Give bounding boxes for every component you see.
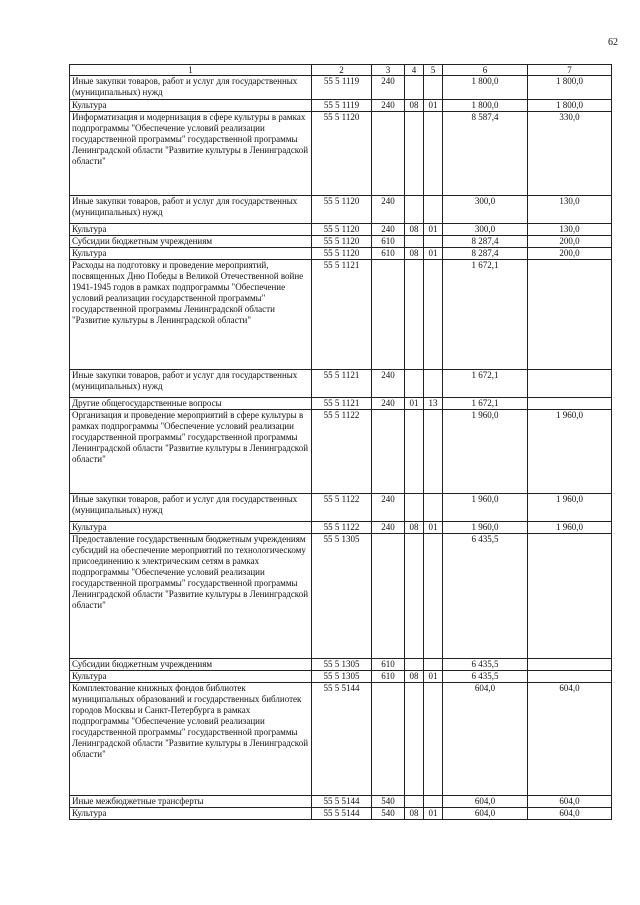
cell-pr: 13 [424,398,443,410]
cell-pr [424,370,443,398]
table-row [70,534,612,659]
cell-rz [405,796,424,808]
cell-pr: 01 [424,671,443,683]
cell-vr: 240 [372,370,405,398]
cell-sum1: 1 960,0 [443,494,528,522]
cell-rz [405,410,424,494]
table-row [70,683,612,796]
cell-name: Иные закупки товаров, работ и услуг для государственных (муниципальных) нужд [70,76,312,100]
cell-name: Иные закупки товаров, работ и услуг для государственных (муниципальных) нужд [70,494,312,522]
cell-sum2: 200,0 [528,236,612,248]
table-row [70,196,612,224]
cell-code: 55 5 1305 [312,659,372,671]
table-row [70,260,612,370]
cell-rz: 08 [405,808,424,820]
cell-pr: 01 [424,522,443,534]
cell-pr: 01 [424,248,443,260]
cell-code: 55 5 1305 [312,534,372,659]
cell-rz: 01 [405,398,424,410]
cell-pr [424,260,443,370]
cell-vr: 610 [372,671,405,683]
cell-code: 55 5 1305 [312,671,372,683]
cell-code: 55 5 1120 [312,196,372,224]
cell-sum2: 1 800,0 [528,76,612,100]
cell-name: Информатизация и модернизация в сфере культуры в рамках подпрограммы "Обеспечение условий реализации государственной программы" государственной программы Ленинградской области "Развитие культуры в Ленинградской области" [70,112,312,196]
cell-sum2 [528,659,612,671]
cell-vr: 240 [372,494,405,522]
cell-rz [405,236,424,248]
cell-vr [372,410,405,494]
cell-name: Организация и проведение мероприятий в сфере культуры в рамках подпрограммы "Обеспечение условий реализации государственной программы" государственной программы Ленинградской области "Развитие культуры в Ленинградской области" [70,410,312,494]
cell-code: 55 5 1120 [312,112,372,196]
cell-sum1: 1 960,0 [443,410,528,494]
cell-pr [424,236,443,248]
table-row [70,370,612,398]
cell-vr: 240 [372,398,405,410]
cell-pr [424,494,443,522]
table-row [70,76,612,100]
cell-code: 55 5 1120 [312,248,372,260]
cell-pr: 01 [424,100,443,112]
cell-rz: 08 [405,224,424,236]
table-row [70,808,612,820]
cell-sum1: 604,0 [443,796,528,808]
cell-vr: 240 [372,196,405,224]
cell-sum1: 300,0 [443,224,528,236]
cell-sum2: 604,0 [528,808,612,820]
cell-vr: 610 [372,236,405,248]
cell-sum1: 1 672,1 [443,370,528,398]
cell-name: Культура [70,224,312,236]
cell-sum2: 1 960,0 [528,410,612,494]
cell-name: Культура [70,248,312,260]
cell-vr: 610 [372,659,405,671]
table-row [70,671,612,683]
cell-rz [405,76,424,100]
cell-name: Иные межбюджетные трансферты [70,796,312,808]
cell-pr [424,683,443,796]
cell-pr [424,196,443,224]
cell-sum1: 1 672,1 [443,260,528,370]
header-cell: 6 [443,65,528,76]
cell-code: 55 5 1120 [312,224,372,236]
cell-code: 55 5 1121 [312,398,372,410]
cell-rz [405,112,424,196]
cell-sum1: 1 800,0 [443,76,528,100]
table-row [70,410,612,494]
header-cell: 5 [424,65,443,76]
cell-code: 55 5 1119 [312,76,372,100]
cell-vr: 240 [372,100,405,112]
cell-sum2: 1 800,0 [528,100,612,112]
cell-pr [424,410,443,494]
cell-sum2: 604,0 [528,796,612,808]
cell-sum1: 1 800,0 [443,100,528,112]
cell-sum2: 1 960,0 [528,494,612,522]
cell-name: Иные закупки товаров, работ и услуг для государственных (муниципальных) нужд [70,196,312,224]
cell-code: 55 5 5144 [312,683,372,796]
cell-vr [372,683,405,796]
cell-rz [405,683,424,796]
cell-sum2 [528,370,612,398]
cell-sum2 [528,671,612,683]
cell-rz [405,370,424,398]
cell-pr [424,112,443,196]
cell-vr: 240 [372,522,405,534]
cell-sum1: 604,0 [443,683,528,796]
cell-rz: 08 [405,100,424,112]
cell-rz: 08 [405,671,424,683]
cell-pr [424,796,443,808]
cell-sum2: 130,0 [528,224,612,236]
cell-sum1: 8 587,4 [443,112,528,196]
cell-name: Расходы на подготовку и проведение мероприятий, посвященных Дню Победы в Великой Отечественной войне 1941-1945 годов в рамках подпрограммы "Обеспечение условий реализации государственной программы" государственной программы Ленинградской области "Развитие культуры в Ленинградской области" [70,260,312,370]
cell-vr: 240 [372,224,405,236]
cell-code: 55 5 5144 [312,808,372,820]
cell-vr [372,534,405,659]
cell-code: 55 5 1121 [312,260,372,370]
cell-code: 55 5 5144 [312,796,372,808]
cell-sum2: 604,0 [528,683,612,796]
table-row [70,236,612,248]
cell-sum1: 6 435,5 [443,534,528,659]
table-row [70,494,612,522]
cell-vr [372,260,405,370]
cell-name: Культура [70,522,312,534]
table-header-row [70,65,612,76]
table-row [70,112,612,196]
cell-sum2: 330,0 [528,112,612,196]
cell-pr [424,659,443,671]
page-number: 62 [608,37,618,48]
cell-code: 55 5 1119 [312,100,372,112]
cell-name: Субсидии бюджетным учреждениям [70,659,312,671]
cell-code: 55 5 1121 [312,370,372,398]
table-row [70,522,612,534]
table-row [70,224,612,236]
table-row [70,796,612,808]
cell-vr: 610 [372,248,405,260]
cell-code: 55 5 1122 [312,494,372,522]
budget-table [69,64,612,820]
header-cell: 3 [372,65,405,76]
cell-name: Другие общегосударственные вопросы [70,398,312,410]
header-cell: 1 [70,65,312,76]
cell-rz [405,196,424,224]
cell-sum2: 130,0 [528,196,612,224]
cell-vr: 540 [372,796,405,808]
table-row [70,398,612,410]
cell-vr: 240 [372,76,405,100]
cell-name: Комплектование книжных фондов библиотек муниципальных образований и государственных библиотек городов Москвы и Санкт-Петербурга в рамках подпрограммы "Обеспечение условий реализации государственной программы" государственной программы Ленинградской области "Развитие культуры в Ленинградской области" [70,683,312,796]
cell-name: Предоставление государственным бюджетным учреждениям субсидий на обеспечение мероприятий по технологическому присоединению к электрическим сетям в рамках подпрограммы "Обеспечение условий реализации государственной программы" государственной программы Ленинградской области "Развитие культуры в Ленинградской области" [70,534,312,659]
cell-sum1: 8 287,4 [443,236,528,248]
header-cell: 2 [312,65,372,76]
header-cell: 4 [405,65,424,76]
cell-rz: 08 [405,522,424,534]
cell-sum2 [528,260,612,370]
cell-sum1: 8 287,4 [443,248,528,260]
cell-sum2: 200,0 [528,248,612,260]
cell-name: Культура [70,808,312,820]
cell-name: Субсидии бюджетным учреждениям [70,236,312,248]
cell-sum1: 6 435,5 [443,671,528,683]
cell-pr: 01 [424,808,443,820]
cell-pr [424,534,443,659]
cell-vr [372,112,405,196]
cell-sum1: 300,0 [443,196,528,224]
cell-name: Культура [70,100,312,112]
table-row [70,248,612,260]
cell-name: Культура [70,671,312,683]
cell-rz [405,494,424,522]
table-row [70,659,612,671]
cell-code: 55 5 1122 [312,410,372,494]
header-cell: 7 [528,65,612,76]
cell-sum2: 1 960,0 [528,522,612,534]
cell-rz [405,534,424,659]
cell-sum1: 1 960,0 [443,522,528,534]
cell-rz: 08 [405,248,424,260]
cell-sum2 [528,534,612,659]
cell-sum1: 1 672,1 [443,398,528,410]
cell-name: Иные закупки товаров, работ и услуг для государственных (муниципальных) нужд [70,370,312,398]
cell-vr: 540 [372,808,405,820]
cell-rz [405,659,424,671]
cell-rz [405,260,424,370]
table-row [70,100,612,112]
cell-sum1: 6 435,5 [443,659,528,671]
cell-sum2 [528,398,612,410]
cell-pr [424,76,443,100]
cell-sum1: 604,0 [443,808,528,820]
cell-pr: 01 [424,224,443,236]
cell-code: 55 5 1120 [312,236,372,248]
cell-code: 55 5 1122 [312,522,372,534]
